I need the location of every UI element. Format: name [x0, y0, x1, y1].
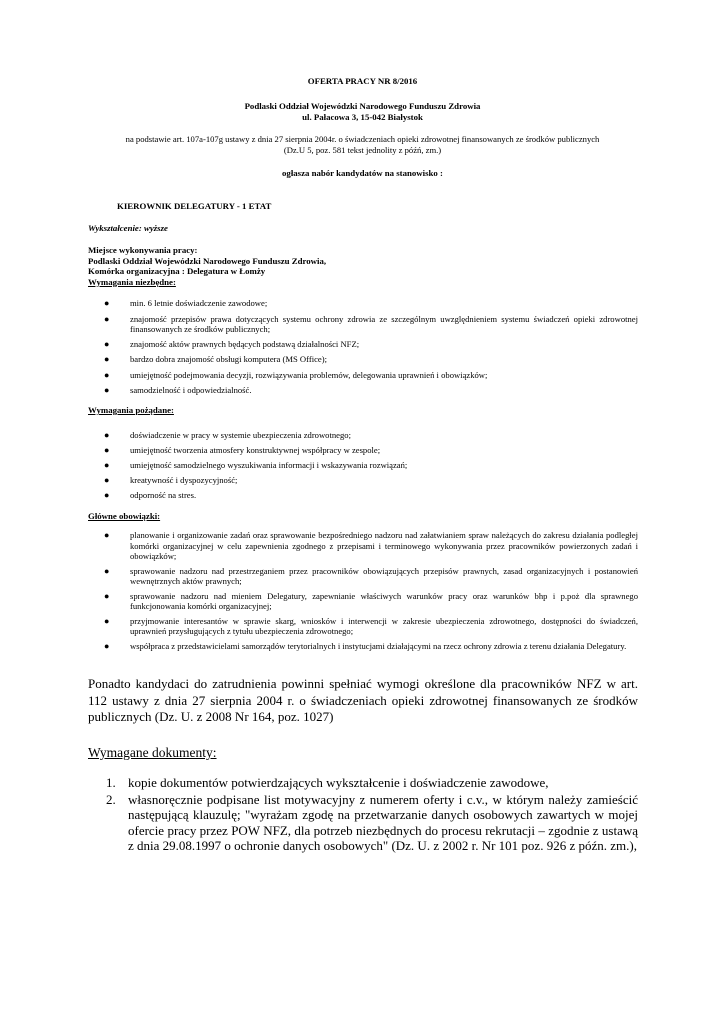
organization-name: Podlaski Oddział Wojewódzki Narodowego Funduszu Zdrowia	[244, 101, 481, 111]
list-item: 2. własnoręcznie podpisane list motywacyjny z numerem oferty i c.v., w którym należy zamieścić następującą klauzulę; "wyrażam zgodę na przetwarzanie danych osobowych zawartych w mojej ofercie pracy przez POW NFZ, dla potrzeb niezbędnych do procesu rekrutacji – zgodnie z ustawą z dnia 29.08.1997 o ochronie danych osobowych" (Dz. U. z 2002 r. Nr 101 poz. 926 z późn. zm.),	[106, 791, 638, 853]
bullet-icon: ●	[104, 354, 110, 364]
duties-heading: Główne obowiązki:	[88, 511, 161, 521]
education-requirement: Wykształcenie: wyższe	[88, 223, 168, 233]
legal-basis	[70, 134, 655, 156]
bullet-icon: ●	[104, 590, 110, 601]
list-item: ● znajomość aktów prawnych będących podstawą działalności NFZ;	[104, 338, 360, 349]
announcement: ogłasza nabór kandydatów na stanowisko :	[282, 168, 443, 178]
bullet-icon: ●	[104, 298, 110, 308]
list-item: ● znajomość przepisów prawa dotyczących systemu ochrony zdrowia ze szczególnym uwzględnieniem systemu świadczeń opieki zdrowotnej finansowanych ze środków publicznych;	[104, 313, 638, 334]
list-item: ● współpraca z przedstawicielami samorządów terytorialnych i instytucjami działającymi na rzecz ochrony zdrowia z terenu działania Delegatury.	[104, 640, 627, 651]
workplace-line-2: Komórka organizacyjna : Delegatura w Łomży	[88, 266, 266, 276]
bullet-icon: ●	[104, 565, 110, 576]
bullet-icon: ●	[104, 313, 110, 324]
legal-basis-line-2: (Dz.U 5, poz. 581 tekst jednolity z późń, zm.)	[283, 145, 442, 155]
bullet-icon: ●	[104, 338, 110, 349]
bullet-icon: ●	[104, 430, 110, 440]
list-item: 1. kopie dokumentów potwierdzających wykształcenie i doświadczenie zawodowe,	[106, 775, 549, 790]
duties-list	[104, 530, 638, 651]
desired-heading: Wymagania pożądane:	[88, 405, 174, 415]
desired-list	[104, 430, 638, 501]
list-item: ● umiejętność podejmowania decyzji, rozwiązywania problemów, delegowania uprawnień i obowiązków;	[104, 369, 488, 380]
workplace-label: Miejsce wykonywania pracy:	[88, 245, 198, 255]
candidates-paragraph: Ponadto kandydaci do zatrudnienia powinni spełniać wymogi określone dla pracowników NFZ w art. 112 ustawy z dnia 27 sierpnia 2004 r. o świadczeniach opieki zdrowotnej finansowanych ze środków publicznych (Dz. U. z 2008 Nr 164, poz. 1027)	[88, 676, 638, 724]
required-list	[104, 298, 638, 396]
workplace-line-1: Podlaski Oddział Wojewódzki Narodowego Funduszu Zdrowia,	[88, 255, 327, 266]
list-item: ● umiejętność tworzenia atmosfery konstruktywnej współpracy w zespole;	[104, 445, 381, 455]
position-title: KIEROWNIK DELEGATURY - 1 ETAT	[117, 201, 272, 211]
required-heading: Wymagania niezbędne:	[88, 276, 176, 287]
list-item: ● min. 6 letnie doświadczenie zawodowe;	[104, 298, 268, 308]
bullet-icon: ●	[104, 460, 110, 470]
offer-title: OFERTA PRACY NR 8/2016	[307, 76, 418, 86]
workplace-block	[88, 245, 326, 287]
list-item: ● sprawowanie nadzoru nad przestrzeganiem przez pracowników obowiązujących przepisów prawnych, zasad organizacyjnych i postanowień wewnętrznych aktów prawnych;	[104, 565, 638, 586]
list-item: ● odporność na stres.	[104, 490, 197, 500]
bullet-icon: ●	[104, 369, 110, 380]
documents-list	[88, 775, 638, 854]
bullet-icon: ●	[104, 640, 110, 651]
list-item: ● umiejętność samodzielnego wyszukiwania informacji i wskazywania rozwiązań;	[104, 460, 408, 470]
list-item: ● przyjmowanie interesantów w sprawie skarg, wniosków i interwencji w zakresie ubezpieczenia zdrowotnego, dostępności do świadczeń, uprawnień przysługujących z tytułu ubezpieczenia zdrowotnego;	[104, 615, 638, 636]
list-item: ● samodzielność i odpowiedzialność.	[104, 385, 252, 395]
bullet-icon: ●	[104, 445, 110, 455]
documents-heading: Wymagane dokumenty:	[88, 745, 217, 760]
list-item: ● kreatywność i dyspozycyjność;	[104, 475, 238, 485]
bullet-icon: ●	[104, 385, 110, 395]
legal-basis-line-1: na podstawie art. 107a-107g ustawy z dnia 27 sierpnia 2004r. o świadczeniach opieki zdrowotnej finansowanych ze środków publicznych	[125, 134, 600, 144]
list-item: ● planowanie i organizowanie zadań oraz sprawowanie bezpośredniego nadzoru nad załatwianiem spraw należących do zakresu działania podległej komórki organizacyjnej w celu zapewnienia zgodnego z przepisami i terminowego wykonywania przez pracowników powierzonych zadań i obowiązków;	[104, 530, 638, 561]
bullet-icon: ●	[104, 530, 110, 540]
organization-address: ul. Pałacowa 3, 15-042 Białystok	[302, 112, 423, 122]
list-item: ● sprawowanie nadzoru nad mieniem Delegatury, zapewnianie właściwych warunków pracy oraz warunków bhp i p.poż dla sprawnego funkcjonowania komórki organizacyjnej;	[104, 590, 638, 611]
list-item: ● doświadczenie w pracy w systemie ubezpieczenia zdrowotnego;	[104, 430, 351, 440]
bullet-icon: ●	[104, 490, 110, 500]
list-item: ● bardzo dobra znajomość obsługi komputera (MS Office);	[104, 354, 327, 364]
bullet-icon: ●	[104, 615, 110, 626]
bullet-icon: ●	[104, 475, 110, 485]
